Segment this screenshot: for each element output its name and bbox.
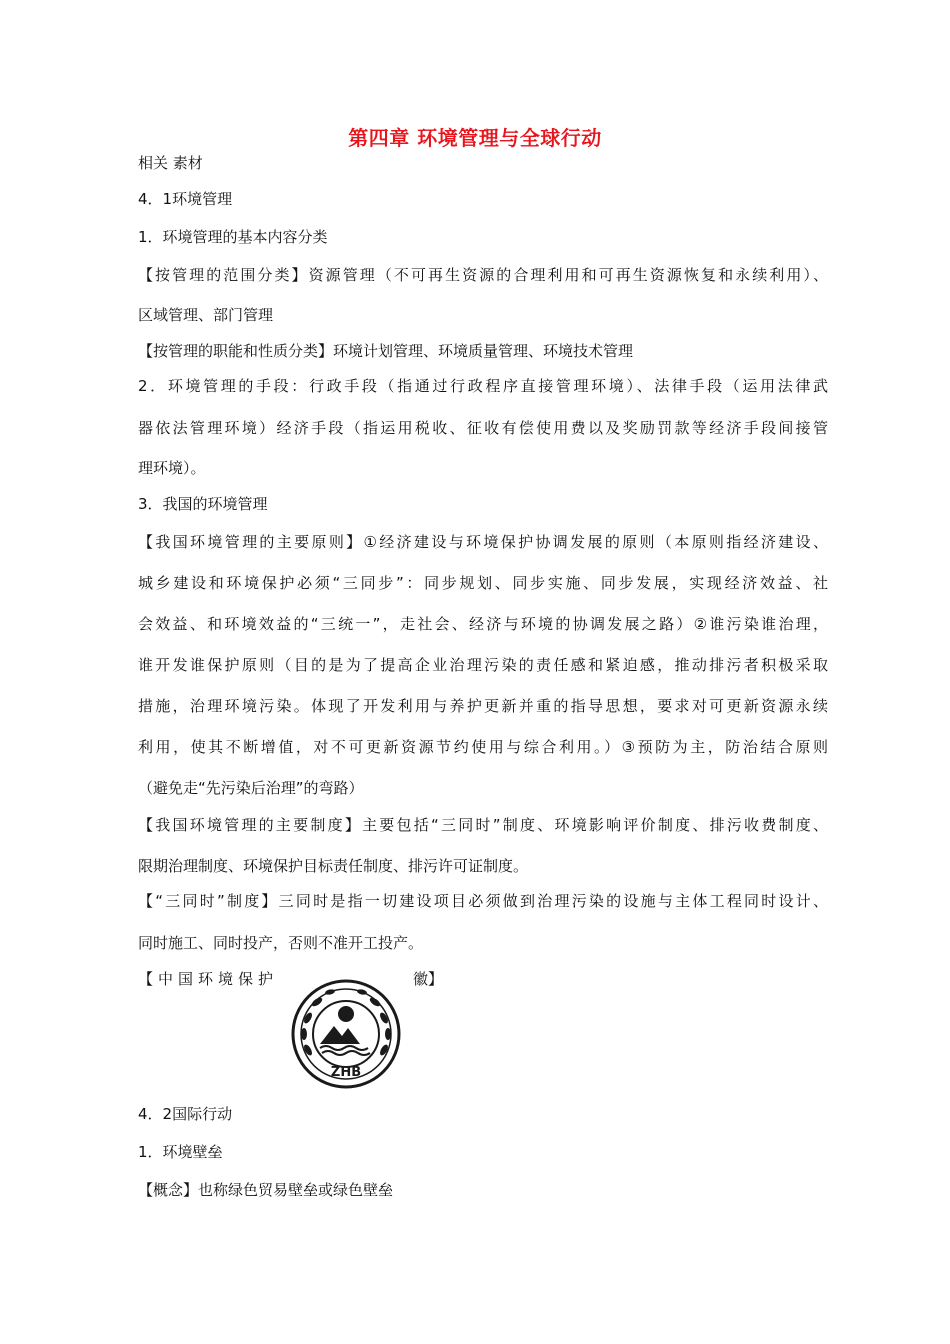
- section-heading: 4．2国际行动: [138, 1105, 233, 1123]
- paragraph-line: 城乡建设和环境保护必须“三同步”：同步规划、同步实施、同步发展，实现经济效益、社: [138, 574, 828, 592]
- paragraph-line: 会效益、和环境效益的“三统一”，走社会、经济与环境的协调发展之路）②谁污染谁治理，: [138, 615, 828, 633]
- paragraph-line: 器依法管理环境）经济手段（指运用税收、征收有偿使用费以及奖励罚款等经济手段间接管: [138, 419, 828, 437]
- paragraph-line: 同时施工、同时投产，否则不准开工投产。: [138, 934, 424, 952]
- paragraph-line: 【按管理的职能和性质分类】环境计划管理、环境质量管理、环境技术管理: [138, 342, 634, 360]
- paragraph-line: 限期治理制度、环境保护目标责任制度、排污许可证制度。: [138, 857, 529, 875]
- paragraph-line: 2．环境管理的手段：行政手段（指通过行政程序直接管理环境）、法律手段（运用法律武: [138, 377, 828, 395]
- emblem-text: ZHB: [330, 1065, 362, 1080]
- doc-line: 相关 素材: [138, 154, 203, 172]
- emblem-caption-label: 【中国环境保护: [138, 970, 279, 988]
- environmental-protection-emblem: [290, 978, 402, 1090]
- paragraph-line: 【按管理的范围分类】资源管理（不可再生资源的合理利用和可再生资源恢复和永续利用）、: [138, 266, 828, 284]
- subsection-heading: 1．环境管理的基本内容分类: [138, 228, 328, 246]
- paragraph-line: （避免走“先污染后治理”的弯路）: [138, 779, 364, 797]
- chapter-title: 第四章 环境管理与全球行动: [348, 126, 602, 150]
- section-heading: 4．1环境管理: [138, 190, 233, 208]
- paragraph-line: 【“三同时”制度】三同时是指一切建设项目必须做到治理污染的设施与主体工程同时设计、: [138, 892, 828, 910]
- paragraph-line: 谁开发谁保护原则（目的是为了提高企业治理污染的责任感和紧迫感，推动排污者积极采取: [138, 656, 828, 674]
- paragraph-line: 【概念】也称绿色贸易壁垒或绿色壁垒: [138, 1181, 394, 1199]
- paragraph-line: 【我国环境管理的主要原则】①经济建设与环境保护协调发展的原则（本原则指经济建设、: [138, 533, 828, 551]
- paragraph-line: 区域管理、部门管理: [138, 306, 274, 324]
- paragraph-line: 措施，治理环境污染。体现了开发利用与养护更新并重的指导思想，要求对可更新资源永续: [138, 697, 828, 715]
- paragraph-line: 【我国环境管理的主要制度】主要包括“三同时”制度、环境影响评价制度、排污收费制度、: [138, 816, 828, 834]
- paragraph-line: 理环境）。: [138, 459, 206, 477]
- paragraph-line: 利用，使其不断增值，对不可更新资源节约使用与综合利用。）③预防为主，防治结合原则: [138, 738, 828, 756]
- emblem-caption-tail: 徽】: [413, 970, 444, 988]
- subsection-heading: 1．环境壁垒: [138, 1143, 223, 1161]
- subsection-heading: 3．我国的环境管理: [138, 495, 268, 513]
